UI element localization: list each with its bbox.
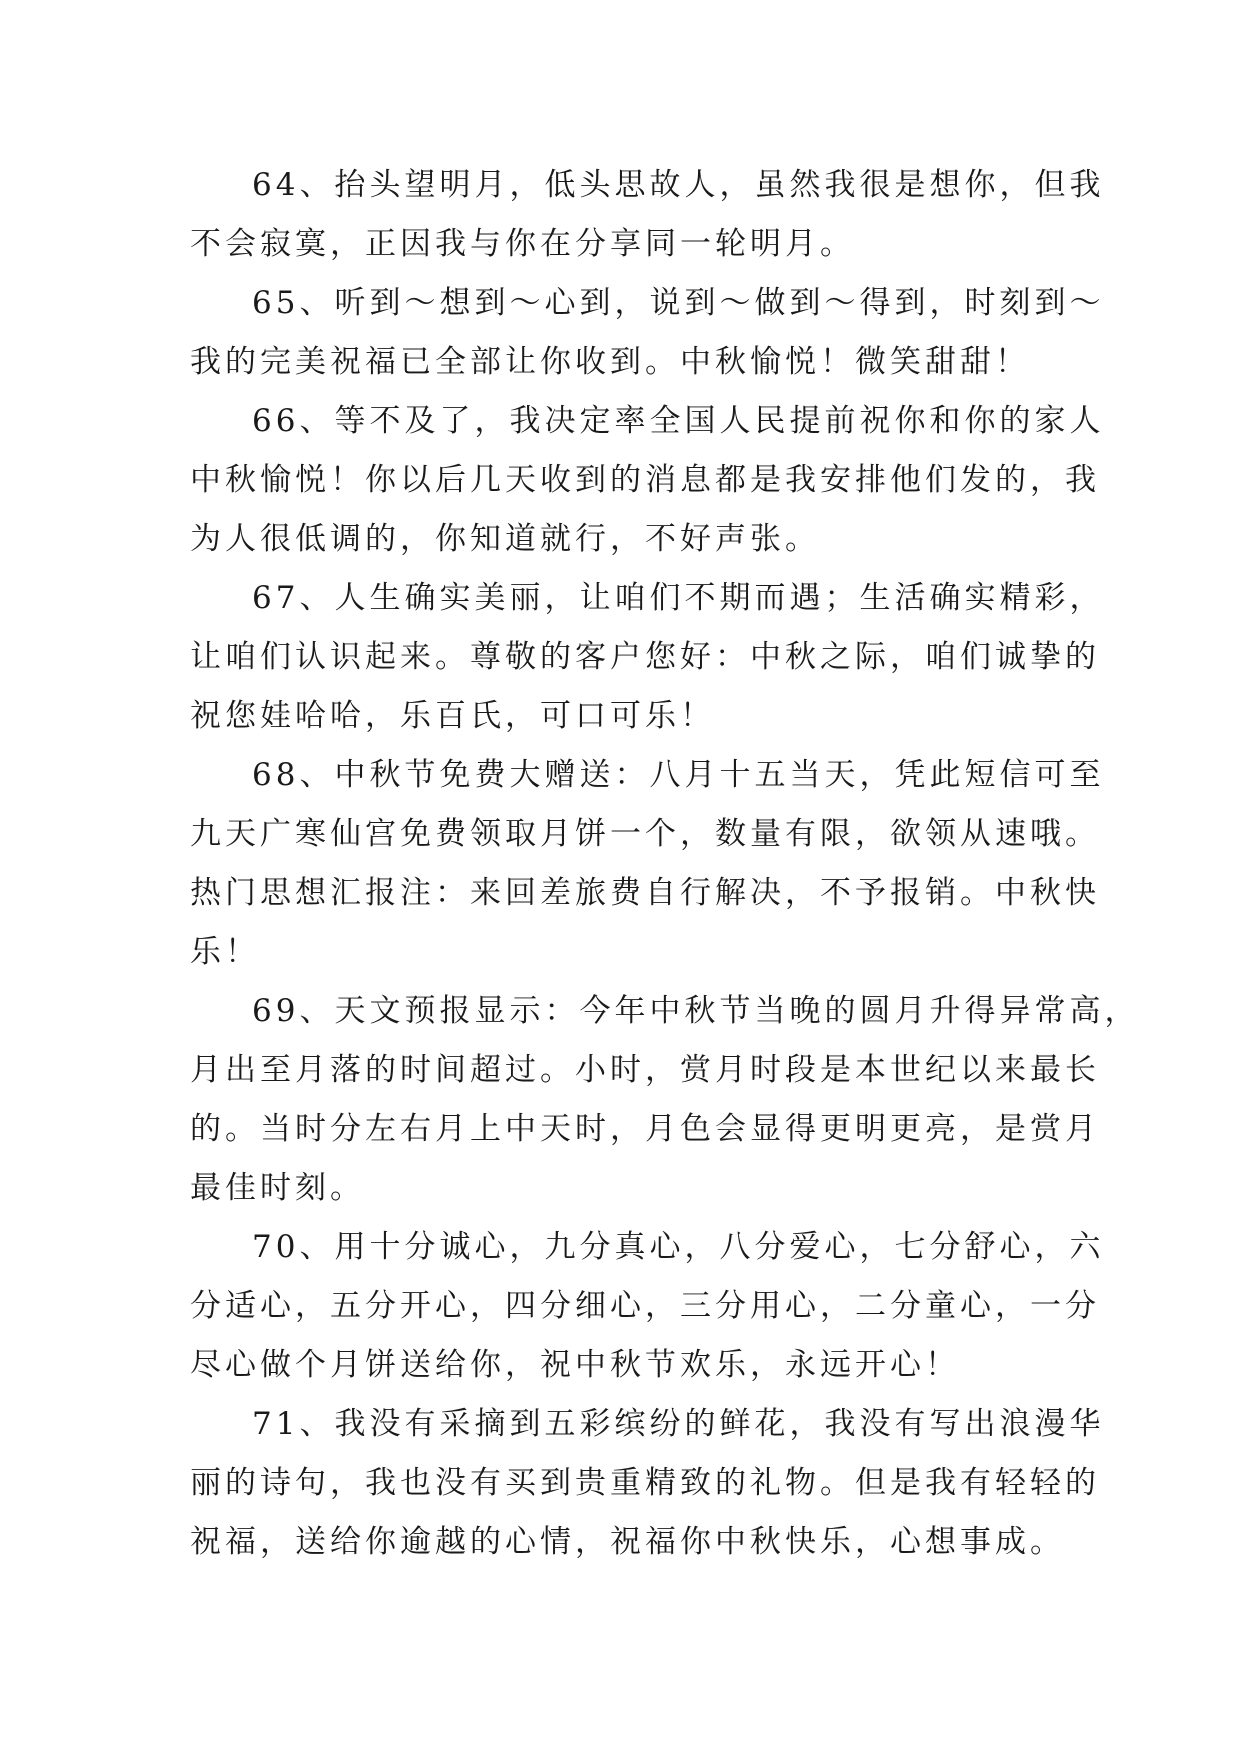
paragraph-line: 分适心，五分开心，四分细心，三分用心，二分童心，一分 <box>190 1288 1100 1324</box>
paragraph-64 <box>190 156 1105 274</box>
paragraph-67 <box>190 569 1105 746</box>
paragraph-70 <box>190 1218 1105 1395</box>
paragraph-line: 让咱们认识起来。尊敬的客户您好：中秋之际，咱们诚挚的 <box>190 639 1100 675</box>
paragraph-line: 66、等不及了，我决定率全国人民提前祝你和你的家人 <box>252 403 1105 439</box>
paragraph-line: 祝您娃哈哈，乐百氏，可口可乐！ <box>190 698 715 734</box>
paragraph-line: 67、人生确实美丽，让咱们不期而遇；生活确实精彩， <box>252 580 1105 616</box>
paragraph-line: 祝福，送给你逾越的心情，祝福你中秋快乐，心想事成。 <box>190 1524 1065 1560</box>
paragraph-line: 尽心做个月饼送给你，祝中秋节欢乐，永远开心！ <box>190 1347 960 1383</box>
paragraph-line: 为人很低调的，你知道就行，不好声张。 <box>190 521 820 557</box>
paragraph-line: 65、听到～想到～心到，说到～做到～得到，时刻到～ <box>252 285 1105 321</box>
paragraph-line: 69、天文预报显示：今年中秋节当晚的圆月升得异常高， <box>252 993 1140 1029</box>
paragraph-line: 的。当时分左右月上中天时，月色会显得更明更亮，是赏月 <box>190 1111 1100 1147</box>
paragraph-69 <box>190 982 1140 1218</box>
paragraph-line: 月出至月落的时间超过。小时，赏月时段是本世纪以来最长 <box>190 1052 1100 1088</box>
paragraph-line: 九天广寒仙宫免费领取月饼一个，数量有限，欲领从速哦。 <box>190 816 1100 852</box>
paragraph-line: 64、抬头望明月，低头思故人，虽然我很是想你，但我 <box>252 167 1105 203</box>
paragraph-line: 70、用十分诚心，九分真心，八分爱心，七分舒心，六 <box>252 1229 1105 1265</box>
paragraph-66 <box>190 392 1105 569</box>
paragraph-line: 丽的诗句，我也没有买到贵重精致的礼物。但是我有轻轻的 <box>190 1465 1100 1501</box>
paragraph-line: 71、我没有采摘到五彩缤纷的鲜花，我没有写出浪漫华 <box>252 1406 1105 1442</box>
paragraph-line: 热门思想汇报注：来回差旅费自行解决，不予报销。中秋快 <box>190 875 1100 911</box>
paragraph-line: 68、中秋节免费大赠送：八月十五当天，凭此短信可至 <box>252 757 1105 793</box>
paragraph-line: 不会寂寞，正因我与你在分享同一轮明月。 <box>190 226 855 262</box>
paragraph-65 <box>190 274 1105 392</box>
paragraph-line: 我的完美祝福已全部让你收到。中秋愉悦！微笑甜甜！ <box>190 344 1030 380</box>
paragraph-68 <box>190 746 1105 982</box>
paragraph-line: 乐！ <box>190 934 260 970</box>
paragraph-71 <box>190 1395 1105 1572</box>
paragraph-line: 中秋愉悦！你以后几天收到的消息都是我安排他们发的，我 <box>190 462 1100 498</box>
paragraph-line: 最佳时刻。 <box>190 1170 365 1206</box>
document-body <box>190 156 1140 1572</box>
